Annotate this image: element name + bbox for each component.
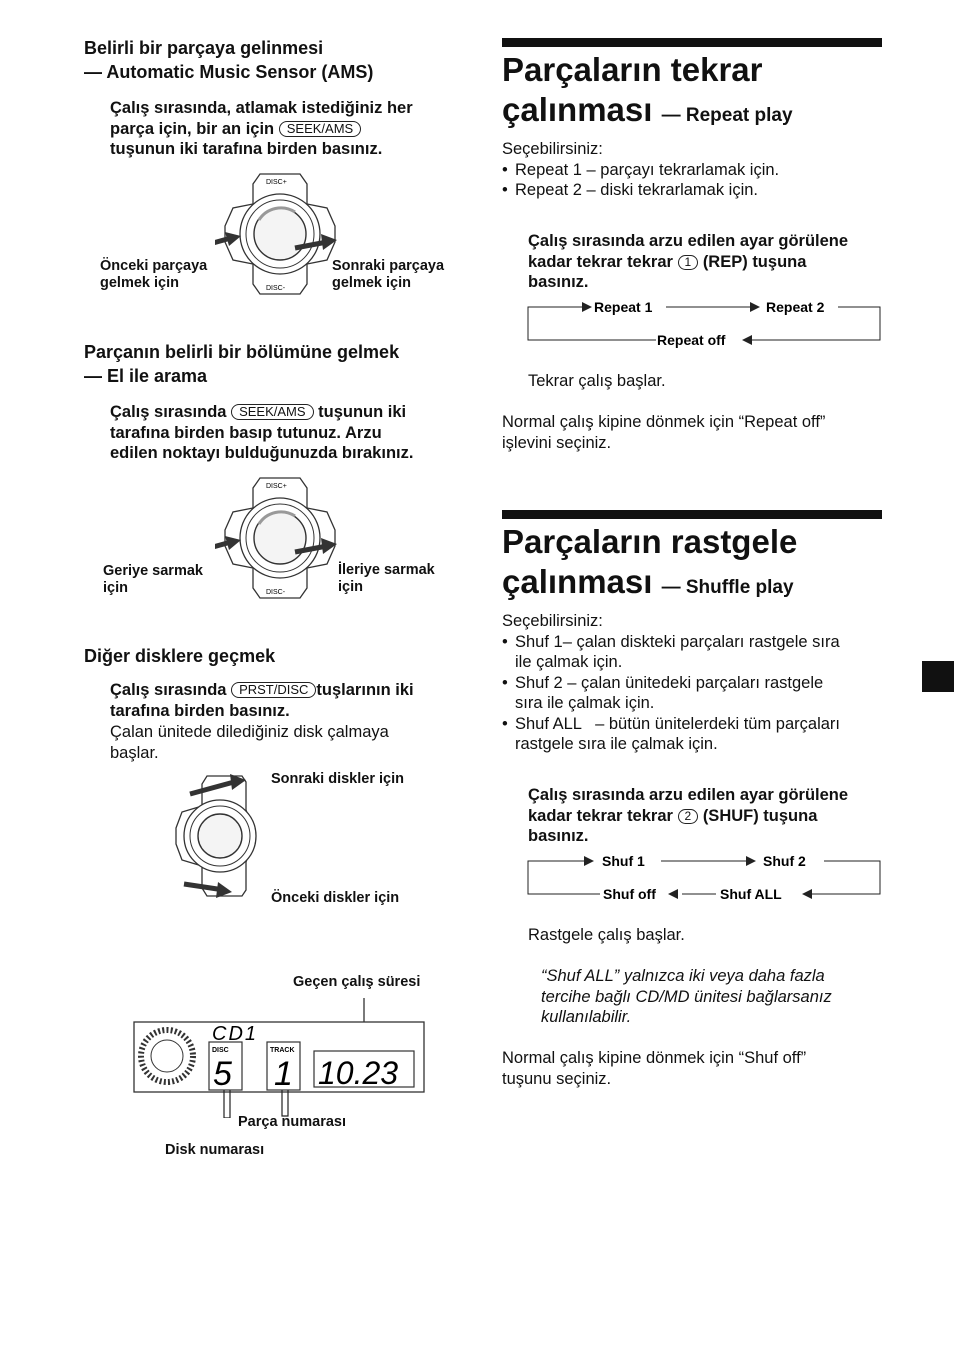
repeat-result: Tekrar çalış başlar. bbox=[528, 372, 666, 390]
disc-number-readout: 5 bbox=[213, 1055, 232, 1093]
list-item: • Shuf ALL – bütün ünitelerdeki tüm parçaları rastgele sıra ile çalmak için. bbox=[502, 714, 892, 755]
disc-tag: DISC bbox=[212, 1047, 229, 1054]
track-number-readout: 1 bbox=[274, 1055, 293, 1093]
ams-heading-line2: — Automatic Music Sensor (AMS) bbox=[84, 62, 374, 82]
disc-number-label: Disk numarası bbox=[165, 1142, 265, 1158]
repeat-cycle-diagram bbox=[526, 296, 884, 350]
seek-knob-illustration-2 bbox=[215, 472, 345, 604]
ams-heading-line1: Belirli bir parçaya gelinmesi bbox=[84, 38, 324, 58]
seek-ams-key: SEEK/AMS bbox=[279, 121, 361, 137]
ams-heading bbox=[84, 36, 373, 84]
shuffle-cycle-diagram bbox=[526, 850, 884, 906]
prev-track-label: Önceki parçaya gelmek için bbox=[100, 258, 208, 291]
time-readout: 10.23 bbox=[318, 1055, 399, 1091]
cycle-repeat-2: Repeat 2 bbox=[766, 299, 825, 315]
disc-minus-label: DISC- bbox=[266, 589, 286, 596]
section-rule bbox=[502, 38, 882, 47]
cycle-repeat-1: Repeat 1 bbox=[594, 299, 653, 315]
button-2-key: 2 bbox=[678, 809, 699, 824]
section-tab-marker bbox=[922, 661, 954, 692]
ams-instr-line: tuşunun iki tarafına birden basınız. bbox=[110, 140, 383, 158]
manual-heading bbox=[84, 340, 399, 388]
shuffle-options: Seçebilirsiniz: • Shuf 1– çalan diskteki parçaları rastgele sıra ile çalmak için. • Shuf 2 – çalan ünitedeki parçaları rastgele sıra ile çalmak için. • Shuf ALL – bütün ünitelerdeki tüm parçaları rastgele sıra ile çalmak için. bbox=[502, 611, 892, 755]
cycle-shuf-1: Shuf 1 bbox=[602, 853, 645, 869]
ams-instruction bbox=[110, 98, 470, 160]
shuffle-note: “Shuf ALL” yalnızca iki veya daha fazla tercihe bağlı CD/MD ünitesi bağlarsanız kullanılabilir. bbox=[541, 967, 832, 1026]
cycle-shuf-off: Shuf off bbox=[603, 886, 656, 902]
elapsed-time-label: Geçen çalış süresi bbox=[293, 974, 421, 990]
repeat-instruction: Çalış sırasında arzu edilen ayar görülene kadar tekrar tekrar 1 (REP) tuşuna basınız. bbox=[528, 232, 849, 291]
shuffle-instruction: Çalış sırasında arzu edilen ayar görülene kadar tekrar tekrar 2 (SHUF) tuşuna basınız. bbox=[528, 786, 849, 845]
manual-heading-line1: Parçanın belirli bir bölümüne gelmek bbox=[84, 342, 400, 362]
ams-instr-line: Çalış sırasında, atlamak istediğiniz her bbox=[110, 99, 413, 117]
list-item: • Repeat 2 – diski tekrarlamak için. bbox=[502, 180, 779, 201]
display-panel-illustration bbox=[132, 992, 432, 1118]
forward-label: İleriye sarmak için bbox=[338, 562, 435, 595]
ams-instr-line: parça için, bir an için bbox=[110, 119, 275, 138]
list-item: • Repeat 1 – parçayı tekrarlamak için. bbox=[502, 160, 779, 181]
repeat-subtitle: — Repeat play bbox=[661, 105, 793, 126]
manual-heading-line2: — El ile arama bbox=[84, 366, 208, 386]
disc-knob-illustration bbox=[172, 770, 272, 902]
repeat-normal-note: Normal çalış kipine dönmek için “Repeat off” işlevini seçiniz. bbox=[502, 413, 826, 452]
shuffle-normal-note: Normal çalış kipine dönmek için “Shuf off” tuşunu seçiniz. bbox=[502, 1049, 807, 1088]
source-readout: CD1 bbox=[212, 1023, 259, 1045]
seek-ams-key: SEEK/AMS bbox=[231, 404, 313, 420]
disc-note: Çalan ünitede dilediğiniz disk çalmaya başlar. bbox=[110, 723, 389, 762]
repeat-title: Parçaların tekrar çalınması — Repeat play bbox=[502, 51, 793, 128]
track-tag: TRACK bbox=[270, 1047, 295, 1054]
rewind-label: Geriye sarmak için bbox=[103, 563, 203, 596]
next-track-label: Sonraki parçaya gelmek için bbox=[332, 258, 445, 291]
seek-knob-illustration bbox=[215, 168, 345, 300]
shuffle-subtitle: — Shuffle play bbox=[661, 577, 794, 598]
next-disc-label: Sonraki diskler için bbox=[271, 771, 404, 787]
prev-disc-label: Önceki diskler için bbox=[271, 890, 400, 906]
shuffle-result: Rastgele çalış başlar. bbox=[528, 926, 685, 944]
shuffle-title: Parçaların rastgele çalınması — Shuffle play bbox=[502, 523, 798, 600]
cycle-repeat-off: Repeat off bbox=[657, 332, 726, 348]
list-item: • Shuf 1– çalan diskteki parçaları rastgele sıra ile çalmak için. bbox=[502, 632, 892, 673]
cycle-shuf-all: Shuf ALL bbox=[720, 886, 782, 902]
track-number-label: Parça numarası bbox=[238, 1114, 347, 1130]
disc-instruction: Çalış sırasında PRST/DISC tuşlarının iki tarafına birden basınız. bbox=[110, 681, 414, 720]
disc-plus-label: DISC+ bbox=[266, 179, 287, 186]
repeat-options: Seçebilirsiniz: • Repeat 1 – parçayı tekrarlamak için. • Repeat 2 – diski tekrarlamak için. bbox=[502, 139, 779, 201]
disc-minus-label: DISC- bbox=[266, 285, 286, 292]
prst-disc-key: PRST/DISC bbox=[231, 682, 316, 698]
disc-heading: Diğer disklere geçmek bbox=[84, 646, 276, 666]
list-item: • Shuf 2 – çalan ünitedeki parçaları rastgele sıra ile çalmak için. bbox=[502, 673, 892, 714]
manual-instruction: Çalış sırasında SEEK/AMS tuşunun iki tarafına birden basıp tutunuz. Arzu edilen noktayı bulduğunuzda bırakınız. bbox=[110, 403, 414, 462]
section-rule bbox=[502, 510, 882, 519]
cycle-shuf-2: Shuf 2 bbox=[763, 853, 806, 869]
disc-plus-label: DISC+ bbox=[266, 483, 287, 490]
button-1-key: 1 bbox=[678, 255, 699, 270]
